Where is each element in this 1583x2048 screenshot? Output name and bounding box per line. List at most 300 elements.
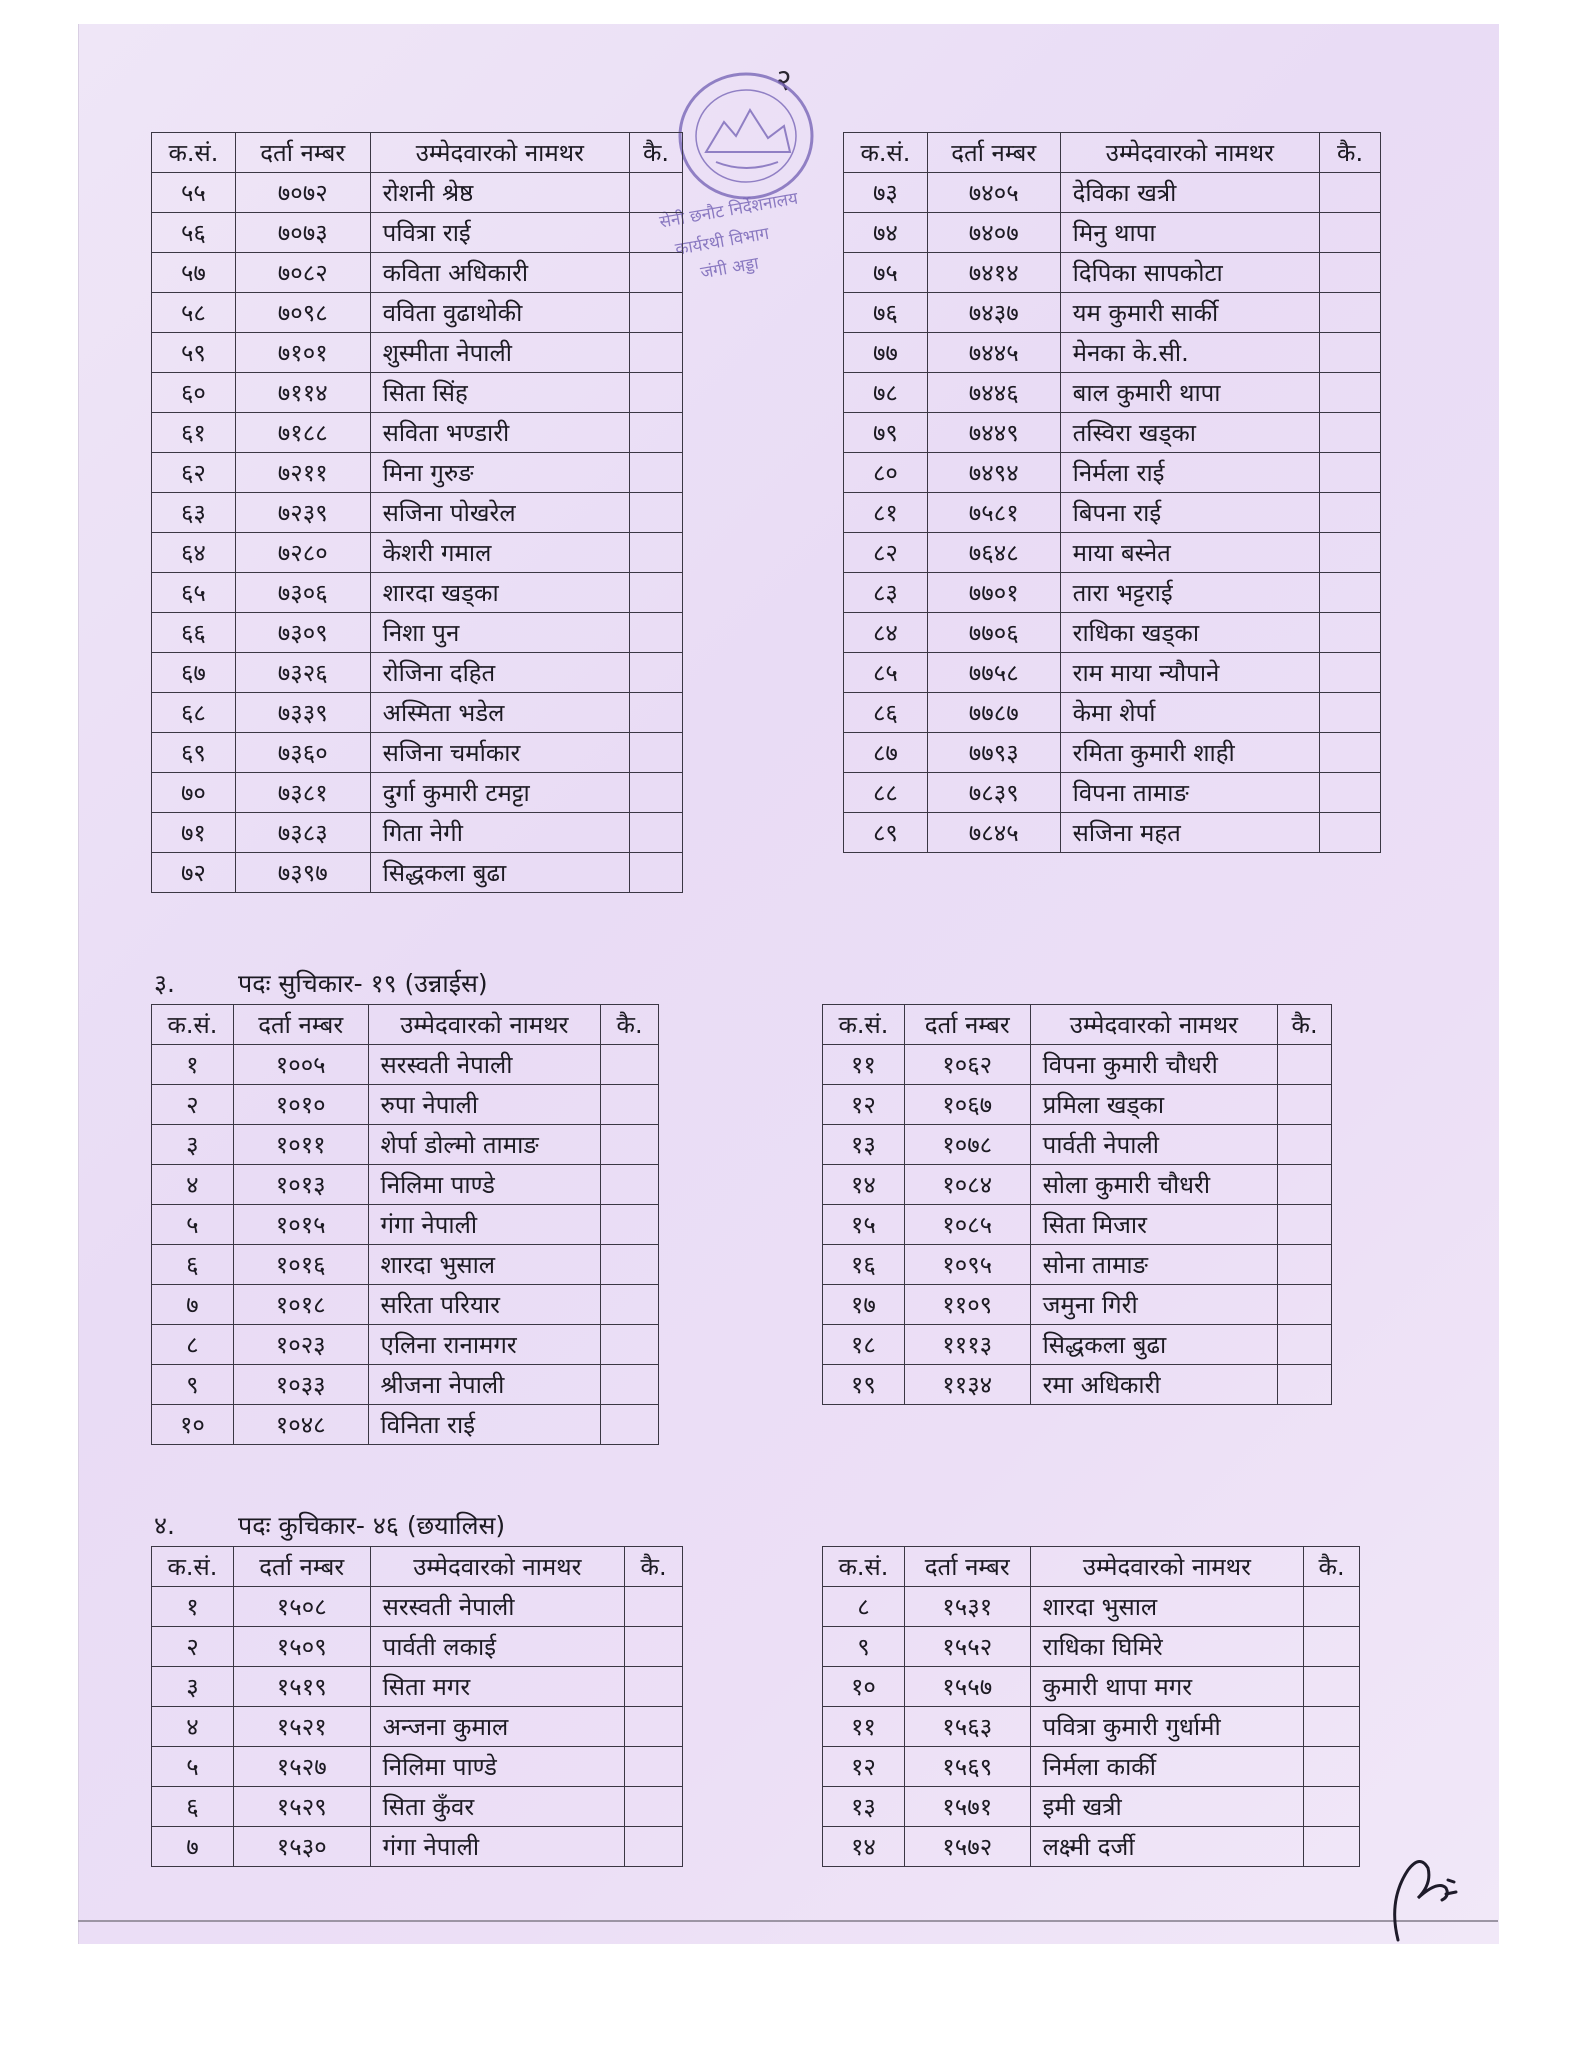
- table-row: [844, 613, 1381, 653]
- table-row: [152, 573, 683, 613]
- table-row: [823, 1827, 1360, 1867]
- serial-number: १२: [823, 1747, 905, 1787]
- remarks-cell: [1278, 1285, 1332, 1325]
- registration-number: १५३०: [233, 1827, 370, 1867]
- serial-number: ८८: [844, 773, 928, 813]
- candidate-name: अन्जना कुमाल: [370, 1707, 625, 1747]
- col-sn: क.सं.: [152, 1547, 234, 1587]
- remarks-cell: [630, 653, 683, 693]
- serial-number: ८०: [844, 453, 928, 493]
- registration-number: ७३८३: [235, 813, 370, 853]
- serial-number: ७: [152, 1285, 234, 1325]
- remarks-cell: [601, 1245, 659, 1285]
- remarks-cell: [601, 1285, 659, 1325]
- remarks-cell: [1304, 1587, 1360, 1627]
- registration-number: १५६९: [904, 1747, 1030, 1787]
- table-row: [844, 213, 1381, 253]
- candidate-name: राधिका घिमिरे: [1030, 1627, 1303, 1667]
- serial-number: ६: [152, 1787, 234, 1827]
- candidate-table-post3-right: [822, 1004, 1332, 1405]
- table-row: [844, 533, 1381, 573]
- table-row: [844, 493, 1381, 533]
- table-row: [152, 1707, 683, 1747]
- remarks-cell: [1320, 773, 1381, 813]
- candidate-name: देविका खत्री: [1060, 173, 1319, 213]
- serial-number: ८४: [844, 613, 928, 653]
- remarks-cell: [601, 1045, 659, 1085]
- section-heading-3: [154, 966, 488, 1000]
- candidate-name: पार्वती लकाई: [370, 1627, 625, 1667]
- candidate-name: सजिना महत: [1060, 813, 1319, 853]
- candidate-name: वविता वुढाथोकी: [370, 293, 629, 333]
- col-name: उम्मेदवारको नामथर: [370, 1547, 625, 1587]
- serial-number: ६२: [152, 453, 236, 493]
- table-row: [823, 1245, 1332, 1285]
- candidate-name: विनिता राई: [368, 1405, 601, 1445]
- registration-number: ७०९८: [235, 293, 370, 333]
- serial-number: ११: [823, 1045, 905, 1085]
- serial-number: १६: [823, 1245, 905, 1285]
- col-name: उम्मेदवारको नामथर: [1030, 1005, 1278, 1045]
- stamp-line2: कार्यरथी विभाग: [673, 223, 771, 260]
- remarks-cell: [601, 1205, 659, 1245]
- candidate-name: कविता अधिकारी: [370, 253, 629, 293]
- col-remarks: कै.: [1278, 1005, 1332, 1045]
- remarks-cell: [601, 1325, 659, 1365]
- candidate-name: दिपिका सापकोटा: [1060, 253, 1319, 293]
- remarks-cell: [630, 853, 683, 893]
- candidate-name: कुमारी थापा मगर: [1030, 1667, 1303, 1707]
- serial-number: ६८: [152, 693, 236, 733]
- candidate-name: केशरी गमाल: [370, 533, 629, 573]
- table-row: [823, 1205, 1332, 1245]
- serial-number: ५७: [152, 253, 236, 293]
- registration-number: ७३९७: [235, 853, 370, 893]
- registration-number: १५१९: [233, 1667, 370, 1707]
- candidate-name: मेनका के.सी.: [1060, 333, 1319, 373]
- signature: [1358, 1840, 1468, 1950]
- table-row: [844, 733, 1381, 773]
- candidate-name: सिद्धकला बुढा: [1030, 1325, 1278, 1365]
- table-row: [823, 1125, 1332, 1165]
- serial-number: ७०: [152, 773, 236, 813]
- serial-number: १३: [823, 1787, 905, 1827]
- table-row: [152, 1827, 683, 1867]
- serial-number: ३: [152, 1667, 234, 1707]
- candidate-name: सिता मगर: [370, 1667, 625, 1707]
- candidate-name: सिद्धकला बुढा: [370, 853, 629, 893]
- serial-number: १४: [823, 1165, 905, 1205]
- remarks-cell: [1320, 613, 1381, 653]
- serial-number: ७८: [844, 373, 928, 413]
- remarks-cell: [1304, 1827, 1360, 1867]
- col-reg: दर्ता नम्बर: [904, 1547, 1030, 1587]
- remarks-cell: [1304, 1747, 1360, 1787]
- table-row: [152, 1085, 659, 1125]
- serial-number: ८७: [844, 733, 928, 773]
- table-row: [823, 1747, 1360, 1787]
- section-heading-4: [154, 1508, 505, 1542]
- remarks-cell: [630, 253, 683, 293]
- serial-number: १७: [823, 1285, 905, 1325]
- registration-number: १०६२: [904, 1045, 1030, 1085]
- serial-number: ६४: [152, 533, 236, 573]
- candidate-name: सोला कुमारी चौधरी: [1030, 1165, 1278, 1205]
- serial-number: ६६: [152, 613, 236, 653]
- registration-number: १५५७: [904, 1667, 1030, 1707]
- serial-number: १०: [823, 1667, 905, 1707]
- page-number: २: [776, 63, 792, 98]
- registration-number: १५७१: [904, 1787, 1030, 1827]
- registration-number: ७२८०: [235, 533, 370, 573]
- remarks-cell: [630, 773, 683, 813]
- serial-number: ७२: [152, 853, 236, 893]
- col-reg: दर्ता नम्बर: [927, 133, 1060, 173]
- remarks-cell: [630, 293, 683, 333]
- remarks-cell: [1278, 1205, 1332, 1245]
- registration-number: ७५८१: [927, 493, 1060, 533]
- col-remarks: कै.: [1320, 133, 1381, 173]
- serial-number: ५९: [152, 333, 236, 373]
- registration-number: ७२११: [235, 453, 370, 493]
- serial-number: ७४: [844, 213, 928, 253]
- serial-number: ३: [152, 1125, 234, 1165]
- table-row: [152, 373, 683, 413]
- serial-number: ६१: [152, 413, 236, 453]
- serial-number: ८२: [844, 533, 928, 573]
- table-row: [152, 213, 683, 253]
- remarks-cell: [1320, 573, 1381, 613]
- registration-number: १५२१: [233, 1707, 370, 1747]
- table-row: [823, 1085, 1332, 1125]
- table-row: [152, 1365, 659, 1405]
- remarks-cell: [601, 1085, 659, 1125]
- remarks-cell: [1278, 1365, 1332, 1405]
- table-row: [152, 1587, 683, 1627]
- table-row: [152, 1285, 659, 1325]
- remarks-cell: [630, 453, 683, 493]
- table-row: [844, 693, 1381, 733]
- registration-number: ७६४८: [927, 533, 1060, 573]
- table-row: [844, 253, 1381, 293]
- remarks-cell: [630, 413, 683, 453]
- remarks-cell: [630, 493, 683, 533]
- remarks-cell: [1304, 1707, 1360, 1747]
- remarks-cell: [1320, 453, 1381, 493]
- table-row: [152, 773, 683, 813]
- remarks-cell: [1278, 1045, 1332, 1085]
- candidate-name: लक्ष्मी दर्जी: [1030, 1827, 1303, 1867]
- table-row: [844, 573, 1381, 613]
- serial-number: ७७: [844, 333, 928, 373]
- registration-number: ७३३९: [235, 693, 370, 733]
- col-sn: क.सं.: [823, 1005, 905, 1045]
- col-remarks: कै.: [601, 1005, 659, 1045]
- candidate-name: सविता भण्डारी: [370, 413, 629, 453]
- table-row: [823, 1667, 1360, 1707]
- remarks-cell: [630, 613, 683, 653]
- serial-number: ७९: [844, 413, 928, 453]
- registration-number: १०४८: [233, 1405, 368, 1445]
- remarks-cell: [625, 1667, 683, 1707]
- serial-number: ७३: [844, 173, 928, 213]
- remarks-cell: [630, 733, 683, 773]
- serial-number: ६०: [152, 373, 236, 413]
- serial-number: १९: [823, 1365, 905, 1405]
- registration-number: ७७५८: [927, 653, 1060, 693]
- col-reg: दर्ता नम्बर: [904, 1005, 1030, 1045]
- registration-number: १०१३: [233, 1165, 368, 1205]
- candidate-name: प्रमिला खड्का: [1030, 1085, 1278, 1125]
- remarks-cell: [601, 1405, 659, 1445]
- registration-number: १५०९: [233, 1627, 370, 1667]
- remarks-cell: [1320, 533, 1381, 573]
- remarks-cell: [625, 1747, 683, 1787]
- candidate-name: शारदा खड्का: [370, 573, 629, 613]
- serial-number: ८१: [844, 493, 928, 533]
- remarks-cell: [625, 1587, 683, 1627]
- table-row: [152, 533, 683, 573]
- serial-number: ४: [152, 1165, 234, 1205]
- remarks-cell: [630, 213, 683, 253]
- registration-number: ७०७२: [235, 173, 370, 213]
- table-row: [152, 1205, 659, 1245]
- serial-number: ६५: [152, 573, 236, 613]
- col-remarks: कै.: [1304, 1547, 1360, 1587]
- candidate-name: शारदा भुसाल: [368, 1245, 601, 1285]
- candidate-name: विपना कुमारी चौधरी: [1030, 1045, 1278, 1085]
- serial-number: ७५: [844, 253, 928, 293]
- registration-number: १०१५: [233, 1205, 368, 1245]
- serial-number: १४: [823, 1827, 905, 1867]
- table-row: [152, 693, 683, 733]
- registration-number: ७२३९: [235, 493, 370, 533]
- table-row: [152, 653, 683, 693]
- registration-number: ७०७३: [235, 213, 370, 253]
- candidate-name: केमा शेर्पा: [1060, 693, 1319, 733]
- remarks-cell: [1278, 1165, 1332, 1205]
- remarks-cell: [625, 1627, 683, 1667]
- candidate-name: सिता मिजार: [1030, 1205, 1278, 1245]
- table-row: [823, 1587, 1360, 1627]
- remarks-cell: [1320, 653, 1381, 693]
- registration-number: १०१०: [233, 1085, 368, 1125]
- candidate-name: गिता नेगी: [370, 813, 629, 853]
- remarks-cell: [630, 693, 683, 733]
- table-row: [844, 773, 1381, 813]
- section-number: ४.: [154, 1511, 175, 1540]
- table-row: [844, 333, 1381, 373]
- serial-number: ९: [823, 1627, 905, 1667]
- serial-number: ५: [152, 1205, 234, 1245]
- serial-number: १०: [152, 1405, 234, 1445]
- registration-number: १००५: [233, 1045, 368, 1085]
- candidate-name: सिता कुँवर: [370, 1787, 625, 1827]
- serial-number: ५६: [152, 213, 236, 253]
- candidate-name: पवित्रा कुमारी गुर्धामी: [1030, 1707, 1303, 1747]
- table-row: [152, 613, 683, 653]
- table-row: [152, 813, 683, 853]
- col-name: उम्मेदवारको नामथर: [370, 133, 629, 173]
- table-row: [823, 1365, 1332, 1405]
- serial-number: ८: [152, 1325, 234, 1365]
- registration-number: १०१६: [233, 1245, 368, 1285]
- col-sn: क.सं.: [152, 1005, 234, 1045]
- serial-number: ५८: [152, 293, 236, 333]
- serial-number: १८: [823, 1325, 905, 1365]
- registration-number: १०७८: [904, 1125, 1030, 1165]
- table-row: [823, 1285, 1332, 1325]
- table-row: [823, 1627, 1360, 1667]
- registration-number: १०९५: [904, 1245, 1030, 1285]
- serial-number: ८९: [844, 813, 928, 853]
- table-row: [844, 293, 1381, 333]
- registration-number: १५७२: [904, 1827, 1030, 1867]
- table-row: [823, 1787, 1360, 1827]
- serial-number: ८५: [844, 653, 928, 693]
- table-row: [152, 1747, 683, 1787]
- remarks-cell: [630, 573, 683, 613]
- col-sn: क.सं.: [844, 133, 928, 173]
- registration-number: ७४१४: [927, 253, 1060, 293]
- candidate-name: मिनु थापा: [1060, 213, 1319, 253]
- serial-number: २: [152, 1627, 234, 1667]
- registration-number: ७४०५: [927, 173, 1060, 213]
- remarks-cell: [630, 533, 683, 573]
- candidate-name: विपना तामाङ: [1060, 773, 1319, 813]
- candidate-name: मिना गुरुङ: [370, 453, 629, 493]
- registration-number: १०८५: [904, 1205, 1030, 1245]
- remarks-cell: [625, 1787, 683, 1827]
- candidate-name: शारदा भुसाल: [1030, 1587, 1303, 1627]
- table-row: [152, 1405, 659, 1445]
- remarks-cell: [1320, 733, 1381, 773]
- registration-number: ७४४९: [927, 413, 1060, 453]
- section-title: पदः कुचिकार- ४६ (छयालिस): [238, 1511, 506, 1540]
- registration-number: १५६३: [904, 1707, 1030, 1747]
- registration-number: १५०८: [233, 1587, 370, 1627]
- candidate-name: रमा अधिकारी: [1030, 1365, 1278, 1405]
- serial-number: १५: [823, 1205, 905, 1245]
- remarks-cell: [625, 1827, 683, 1867]
- registration-number: ७३०६: [235, 573, 370, 613]
- remarks-cell: [1320, 173, 1381, 213]
- col-reg: दर्ता नम्बर: [233, 1547, 370, 1587]
- registration-number: ७४०७: [927, 213, 1060, 253]
- registration-number: १०६७: [904, 1085, 1030, 1125]
- table-row: [152, 1667, 683, 1707]
- candidate-name: जमुना गिरी: [1030, 1285, 1278, 1325]
- serial-number: ८६: [844, 693, 928, 733]
- serial-number: ८: [823, 1587, 905, 1627]
- candidate-name: निर्मला राई: [1060, 453, 1319, 493]
- candidate-name: पार्वती नेपाली: [1030, 1125, 1278, 1165]
- registration-number: १०३३: [233, 1365, 368, 1405]
- col-sn: क.सं.: [823, 1547, 905, 1587]
- registration-number: ७७९३: [927, 733, 1060, 773]
- section-number: ३.: [154, 969, 175, 998]
- serial-number: ७१: [152, 813, 236, 853]
- registration-number: १५३१: [904, 1587, 1030, 1627]
- registration-number: १०११: [233, 1125, 368, 1165]
- registration-number: ७७०१: [927, 573, 1060, 613]
- candidate-name: गंगा नेपाली: [368, 1205, 601, 1245]
- candidate-table-top-left: [151, 132, 683, 893]
- candidate-name: बाल कुमारी थापा: [1060, 373, 1319, 413]
- registration-number: १०१८: [233, 1285, 368, 1325]
- registration-number: १५५२: [904, 1627, 1030, 1667]
- registration-number: ७१०१: [235, 333, 370, 373]
- table-row: [152, 733, 683, 773]
- registration-number: १५२९: [233, 1787, 370, 1827]
- registration-number: ११३४: [904, 1365, 1030, 1405]
- registration-number: ७११४: [235, 373, 370, 413]
- remarks-cell: [625, 1707, 683, 1747]
- table-row: [823, 1045, 1332, 1085]
- remarks-cell: [601, 1365, 659, 1405]
- col-name: उम्मेदवारको नामथर: [1030, 1547, 1303, 1587]
- remarks-cell: [1320, 413, 1381, 453]
- candidate-table-post4-left: [151, 1546, 683, 1867]
- serial-number: ६९: [152, 733, 236, 773]
- col-remarks: कै.: [630, 133, 683, 173]
- remarks-cell: [630, 813, 683, 853]
- candidate-name: सजिना पोखरेल: [370, 493, 629, 533]
- table-row: [152, 1125, 659, 1165]
- remarks-cell: [1320, 333, 1381, 373]
- table-row: [152, 173, 683, 213]
- table-row: [152, 1325, 659, 1365]
- candidate-name: रमिता कुमारी शाही: [1060, 733, 1319, 773]
- remarks-cell: [630, 173, 683, 213]
- candidate-name: सरिता परियार: [368, 1285, 601, 1325]
- table-row: [152, 453, 683, 493]
- table-row: [152, 853, 683, 893]
- serial-number: १: [152, 1587, 234, 1627]
- serial-number: ४: [152, 1707, 234, 1747]
- serial-number: ७६: [844, 293, 928, 333]
- remarks-cell: [1278, 1325, 1332, 1365]
- table-row: [152, 1165, 659, 1205]
- candidate-table-top-right: [843, 132, 1381, 853]
- remarks-cell: [1320, 693, 1381, 733]
- candidate-name: यम कुमारी सार्की: [1060, 293, 1319, 333]
- remarks-cell: [1320, 293, 1381, 333]
- candidate-name: गंगा नेपाली: [370, 1827, 625, 1867]
- remarks-cell: [1278, 1245, 1332, 1285]
- table-row: [844, 373, 1381, 413]
- remarks-cell: [1320, 813, 1381, 853]
- remarks-cell: [1304, 1787, 1360, 1827]
- registration-number: ११०९: [904, 1285, 1030, 1325]
- remarks-cell: [1320, 493, 1381, 533]
- candidate-name: निलिमा पाण्डे: [368, 1165, 601, 1205]
- registration-number: ७४४५: [927, 333, 1060, 373]
- table-row: [844, 413, 1381, 453]
- registration-number: ७३०९: [235, 613, 370, 653]
- candidate-name: सरस्वती नेपाली: [370, 1587, 625, 1627]
- registration-number: १०२३: [233, 1325, 368, 1365]
- candidate-table-post3-left: [151, 1004, 659, 1445]
- serial-number: १२: [823, 1085, 905, 1125]
- serial-number: ११: [823, 1707, 905, 1747]
- serial-number: ७: [152, 1827, 234, 1867]
- table-row: [823, 1165, 1332, 1205]
- registration-number: ७३२६: [235, 653, 370, 693]
- remarks-cell: [1278, 1125, 1332, 1165]
- table-row: [844, 173, 1381, 213]
- candidate-name: रुपा नेपाली: [368, 1085, 601, 1125]
